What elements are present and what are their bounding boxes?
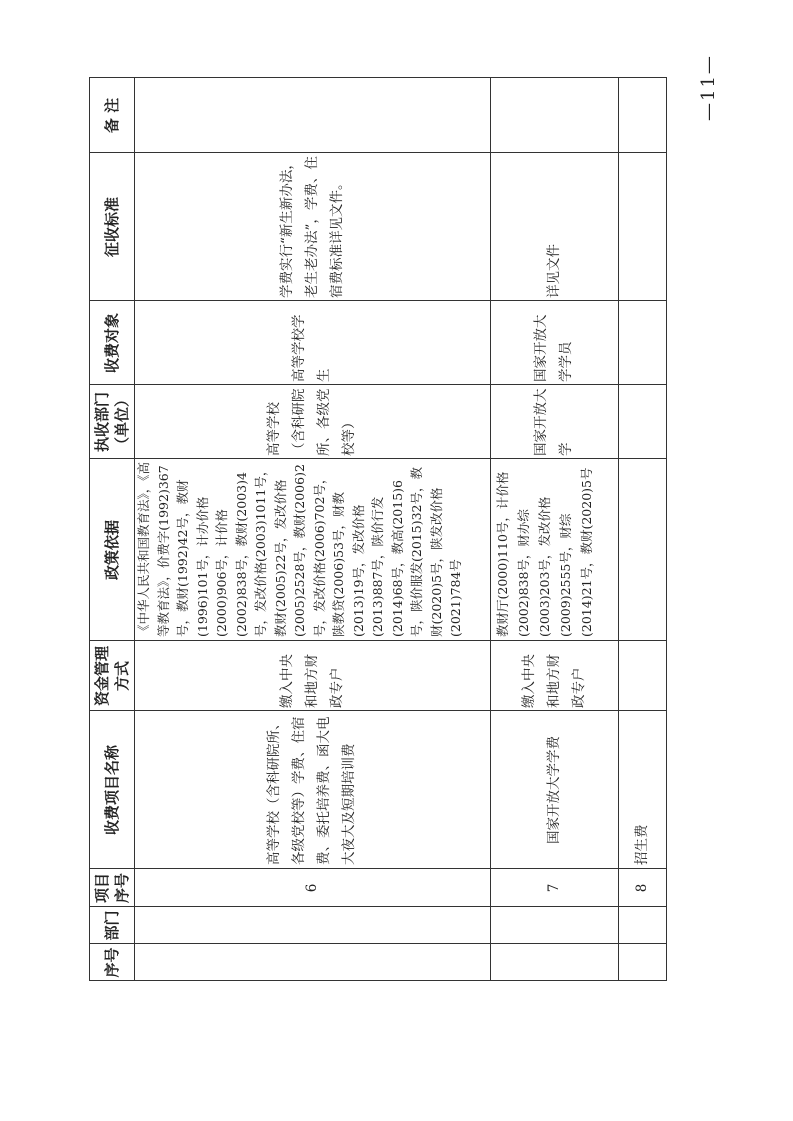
- row6-item-name: [134, 711, 490, 869]
- row8-policy-basis: [618, 459, 666, 641]
- row8-note: [618, 78, 666, 153]
- header-fee-standard: 征收标准: [102, 197, 121, 258]
- row6-item-no: 6: [303, 883, 320, 893]
- row8-item-name: 招生费: [633, 824, 650, 865]
- row6-fee-standard-text: 学费实行“新生新办法，老生老办法”，学费、住宿费标准详见文件。: [278, 156, 345, 298]
- page-number: —11—: [698, 54, 719, 121]
- row6-item-name-text: 高等学校（含科研院所、各级党校等）学费、住宿费、委托培养费、函大电大夜大及短期培训费: [266, 716, 357, 865]
- row7-fee-object: [490, 301, 618, 385]
- row6-fee-object: [134, 301, 490, 385]
- row8-collecting-unit: [618, 385, 666, 459]
- row7-fund-mgmt: [490, 641, 618, 711]
- row6-seq: [134, 944, 490, 981]
- row8-fee-standard: [618, 153, 666, 301]
- row7-item-name: 国家开放大学学费: [545, 736, 562, 844]
- row7-item-no: 7: [545, 883, 562, 893]
- table-border-bottom: [666, 78, 667, 981]
- row7-fee-standard-text: 详见文件: [545, 244, 562, 298]
- row6-fund-mgmt-text: 缴入中央和地方财政专户: [278, 654, 345, 708]
- row8-fund-mgmt: [618, 641, 666, 711]
- header-note: 备 注: [102, 97, 121, 134]
- header-collecting-unit: 执收部门 （单位）: [92, 392, 131, 453]
- row6-fee-object-text: 高等学校学生: [291, 314, 332, 382]
- row7-note: [490, 78, 618, 153]
- header-dept: 部门: [102, 910, 121, 941]
- row6-policy-basis: 《中华人民共和国教育法》，《高等教育法》，价费字(1992)367号，教财(1992)42号，教财(1996)101号，计办价格(2000)906号，计价格(2002)838号，教财(2003)4号，发改价格(2003)1011号，教财(2005)22号，发改价格(2005)2528号，教财(2006)2号，发改价格(2006)702号，陕教贷(2006)53号，财教(2013)19号，发改价格(2013)887号，陕价行发(2014)68号，教高(2015)6号，陕价服发(2015)32号，教财(2020)5号，陕发改价格(2021)784号: [136, 461, 463, 637]
- row6-collecting-unit-text: 高等学校（含科研院所、各级党校等）: [266, 388, 357, 456]
- header-item-seq: 项目 序号: [92, 873, 131, 904]
- header-seq: 序号: [102, 947, 121, 978]
- row6-dept: [134, 907, 490, 944]
- row7-collecting-unit: [490, 385, 618, 459]
- header-fund-mgmt: 资金管理 方式: [92, 646, 131, 707]
- row8-item-no: 8: [633, 883, 650, 893]
- row7-fund-mgmt-text: 缴入中央和地方财政专户: [520, 654, 587, 708]
- header-policy-basis: 政策依据: [102, 520, 121, 581]
- row7-dept: [490, 907, 618, 944]
- row7-fee-standard: [490, 153, 618, 301]
- header-item-name: 收费项目名称: [102, 745, 121, 836]
- row6-note: [134, 78, 490, 153]
- row6-fee-standard: [134, 153, 490, 301]
- row7-fee-object-text: 国家开放大学学员: [533, 314, 574, 382]
- row6-fund-mgmt: [134, 641, 490, 711]
- row6-collecting-unit: [134, 385, 490, 459]
- header-fee-object: 收费对象: [102, 313, 121, 374]
- row8-dept: [618, 907, 666, 944]
- row7-seq: [490, 944, 618, 981]
- row8-seq: [618, 944, 666, 981]
- row8-fee-object: [618, 301, 666, 385]
- row7-collecting-unit-text: 国家开放大学: [533, 388, 574, 456]
- row7-policy-basis: 教财厅(2000)110号，计价格(2002)838号，财办综(2003)203号，发改价格(2009)2555号，财综(2014)21号，教财(2020)5号: [495, 467, 594, 637]
